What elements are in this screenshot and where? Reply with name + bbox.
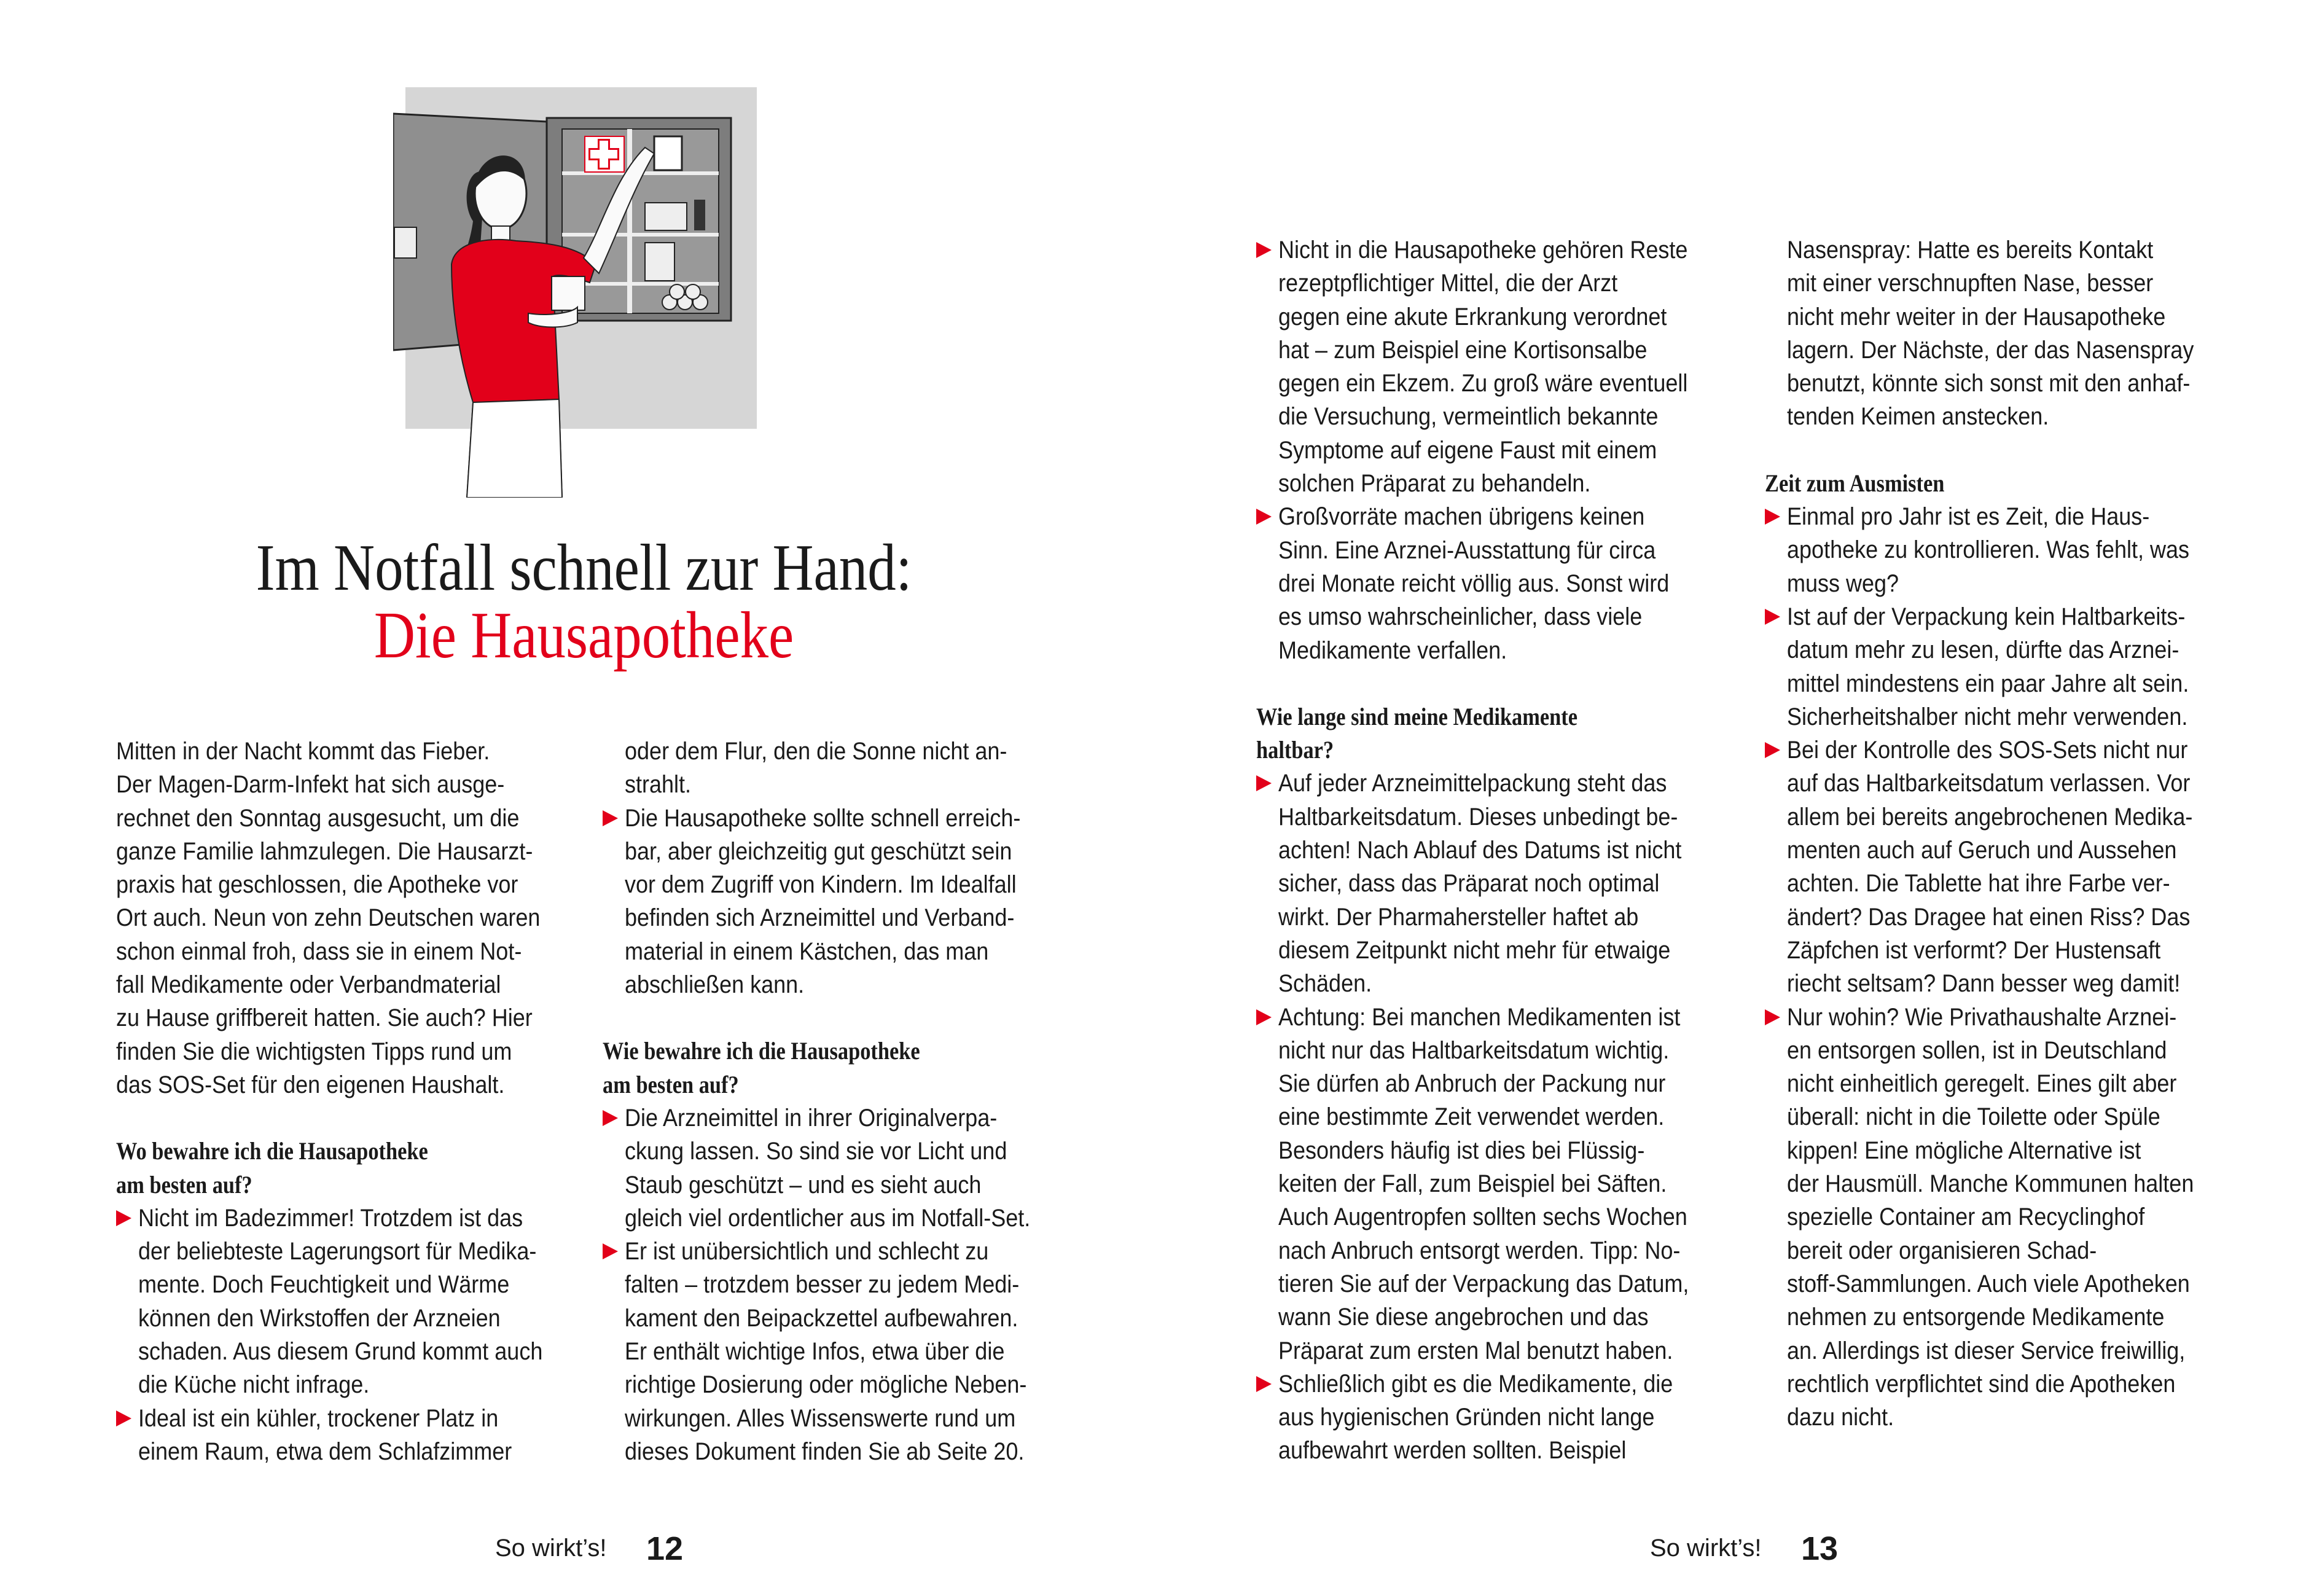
text-line: menten auch auf Geruch und Aussehen [1787, 837, 2177, 864]
first-aid-cross-icon [585, 136, 624, 172]
text-line: kippen! Eine mögliche Alternative ist [1787, 1136, 2141, 1164]
bullet-item [1256, 767, 1723, 1000]
text-line: das SOS-Set für den eigenen Haushalt. [116, 1071, 505, 1098]
bullet-item [1256, 500, 1723, 667]
text-line: bereit oder organisieren Schad- [1787, 1237, 2097, 1264]
text-line: oder dem Flur, den die Sonne nicht an- [625, 738, 1007, 765]
text-line: es umso wahrscheinlicher, dass viele [1278, 603, 1643, 631]
text-line: spezielle Container am Recyclinghof [1787, 1203, 2145, 1231]
text-line: schaden. Aus diesem Grund kommt auch [138, 1338, 543, 1366]
column-2 [603, 735, 1069, 1468]
text-line: dazu nicht. [1787, 1404, 1894, 1431]
text-line: Sie dürfen ab Anbruch der Packung nur [1278, 1070, 1666, 1098]
text-line: kament den Beipackzettel aufbewahren. [625, 1304, 1018, 1332]
text-line: riecht seltsam? Dann besser weg damit! [1787, 970, 2181, 998]
bullet-item [116, 1402, 583, 1469]
spacer [1765, 434, 2232, 467]
bullet-item [1256, 1001, 1723, 1367]
heading-line: Wo bewahre ich die Hausapotheke [116, 1137, 428, 1165]
text-line: material in einem Kästchen, das man [625, 937, 989, 965]
column-3 [1256, 233, 1723, 1468]
text-line: nicht mehr weiter in der Hausapotheke [1787, 303, 2166, 331]
text-line: Achtung: Bei manchen Medikamenten ist [1278, 1003, 1681, 1031]
page-subtitle: Die Hausapotheke [373, 599, 794, 672]
text-line: praxis hat geschlossen, die Apotheke vor [116, 871, 518, 899]
text-line: können den Wirkstoffen der Arzneien [138, 1304, 501, 1332]
heading-line: haltbar? [1256, 736, 1334, 764]
page-number: 12 [646, 1530, 684, 1567]
text-line: ganze Familie lahmzulegen. Die Hausarzt- [116, 837, 533, 865]
text-line: abschließen kann. [625, 971, 805, 999]
bullet-triangle-icon [1765, 1009, 1780, 1025]
text-line: bar, aber gleichzeitig gut geschützt sein [625, 837, 1012, 865]
bullet-triangle-icon [116, 1410, 131, 1426]
bullet-item [603, 802, 1069, 1002]
text-line: an. Allerdings ist dieser Service freiwillig, [1787, 1337, 2186, 1364]
text-line: nicht nur das Haltbarkeitsdatum wichtig. [1278, 1036, 1670, 1064]
text-line: gegen ein Ekzem. Zu groß wäre eventuell [1278, 370, 1688, 397]
heading-line: Wie bewahre ich die Hausapotheke [603, 1037, 920, 1065]
text-line: einem Raum, etwa dem Schlafzimmer [138, 1438, 512, 1465]
bullet-item [603, 735, 1069, 802]
text-line: solchen Präparat zu behandeln. [1278, 470, 1591, 498]
heading-line: Zeit zum Ausmisten [1765, 469, 1945, 497]
text-line: drei Monate reicht völlig aus. Sonst wird [1278, 569, 1670, 597]
text-line: stoff-Sammlungen. Auch viele Apotheken [1787, 1270, 2190, 1297]
bullet-item [603, 1101, 1069, 1235]
footer-label: So wirkt’s! [495, 1535, 607, 1562]
text-line: mittel mindestens ein paar Jahre alt sein. [1787, 670, 2189, 697]
text-line: achten. Die Tablette hat ihre Farbe ver- [1787, 870, 2170, 898]
text-line: auf das Haltbarkeitsdatum verlassen. Vor [1787, 770, 2191, 797]
text-line: Nur wohin? Wie Privathaushalte Arznei- [1787, 1003, 2177, 1031]
footer-label: So wirkt’s! [1650, 1535, 1762, 1562]
spacer [116, 1101, 583, 1135]
bullet-item [116, 1202, 583, 1402]
text-line: muss weg? [1787, 569, 1899, 597]
text-line: der beliebteste Lagerungsort für Medika- [138, 1238, 537, 1265]
text-line: wirkungen. Alles Wissenswerte rund um [625, 1404, 1016, 1432]
text-line: Nasenspray: Hatte es bereits Kontakt [1787, 237, 2154, 264]
text-line: tieren Sie auf der Verpackung das Datum, [1278, 1270, 1689, 1297]
text-line: Schäden. [1278, 970, 1372, 998]
text-line: vor dem Zugriff von Kindern. Im Idealfall [625, 871, 1017, 899]
spacer [1256, 667, 1723, 700]
text-line: die Versuchung, vermeintlich bekannte [1278, 403, 1659, 431]
text-line: benutzt, könnte sich sonst mit den anhaf- [1787, 370, 2191, 397]
bullet-item [1765, 233, 2232, 434]
text-line: richtige Dosierung oder mögliche Neben- [625, 1371, 1027, 1399]
text-line: Sinn. Eine Arznei-Ausstattung für circa [1278, 536, 1656, 564]
text-line: nehmen zu entsorgende Medikamente [1787, 1304, 2165, 1331]
text-line: Ideal ist ein kühler, trockener Platz in [138, 1404, 499, 1432]
bullet-triangle-icon [603, 1243, 618, 1259]
section-heading [116, 1135, 583, 1202]
text-line: rechtlich verpflichtet sind die Apotheken [1787, 1370, 2176, 1398]
text-line: der Hausmüll. Manche Kommunen halten [1787, 1170, 2194, 1198]
text-line: apotheke zu kontrollieren. Was fehlt, was [1787, 536, 2190, 564]
text-line: datum mehr zu lesen, dürfte das Arznei- [1787, 636, 2179, 664]
text-line: achten! Nach Ablauf des Datums ist nicht [1278, 837, 1682, 864]
text-line: Nicht in die Hausapotheke gehören Reste [1278, 237, 1688, 264]
page-number: 13 [1801, 1530, 1839, 1567]
text-line: nach Anbruch entsorgt werden. Tipp: No- [1278, 1237, 1681, 1264]
text-line: fall Medikamente oder Verbandmaterial [116, 971, 501, 999]
bullet-item [1765, 500, 2232, 600]
text-line: falten – trotzdem besser zu jedem Medi- [625, 1271, 1020, 1299]
heading-line: am besten auf? [116, 1170, 252, 1199]
text-line: mit einer verschnupften Nase, besser [1787, 270, 2154, 297]
text-line: Die Arzneimittel in ihrer Originalverpa- [625, 1104, 998, 1132]
text-line: keiten der Fall, zum Beispiel bei Säften. [1278, 1170, 1667, 1198]
bullet-triangle-icon [1765, 609, 1780, 625]
text-line: Schließlich gibt es die Medikamente, die [1278, 1370, 1673, 1398]
text-line: nicht einheitlich geregelt. Eines gilt aber [1787, 1070, 2177, 1098]
section-heading [1765, 467, 2232, 500]
text-line: tenden Keimen anstecken. [1787, 403, 2049, 431]
text-line: Ort auch. Neun von zehn Deutschen waren [116, 904, 541, 932]
text-line: Sicherheitshalber nicht mehr verwenden. [1787, 703, 2188, 730]
bullet-item [603, 1235, 1069, 1468]
section-heading [603, 1035, 1069, 1101]
bullet-triangle-icon [603, 1110, 618, 1126]
bullet-triangle-icon [1256, 242, 1272, 258]
bullet-triangle-icon [1765, 742, 1780, 758]
text-line: Ist auf der Verpackung kein Haltbarkeits- [1787, 603, 2186, 630]
bullet-item [1765, 733, 2232, 1000]
text-line: rezeptpflichtiger Mittel, die der Arzt [1278, 270, 1618, 297]
paragraph [116, 735, 583, 1101]
illustration-medicine-cabinet [393, 80, 774, 498]
bullet-triangle-icon [1256, 1376, 1272, 1392]
text-line: sicher, dass das Präparat noch optimal [1278, 870, 1660, 898]
text-line: Auf jeder Arzneimittelpackung steht das [1278, 770, 1667, 797]
text-line: ckung lassen. So sind sie vor Licht und [625, 1138, 1007, 1165]
text-line: schon einmal froh, dass sie in einem Not- [116, 937, 522, 965]
bullet-item [1256, 1367, 1723, 1468]
text-line: mente. Doch Feuchtigkeit und Wärme [138, 1271, 510, 1299]
bullet-triangle-icon [1256, 1009, 1272, 1025]
text-line: überall: nicht in die Toilette oder Spüle [1787, 1103, 2160, 1131]
text-line: ändert? Das Dragee hat einen Riss? Das [1787, 903, 2191, 931]
heading-line: Wie lange sind meine Medikamente [1256, 702, 1577, 730]
text-line: wann Sie diese angebrochen und das [1278, 1304, 1649, 1331]
text-line: Einmal pro Jahr ist es Zeit, die Haus- [1787, 503, 2150, 531]
text-line: Zäpfchen ist verformt? Der Hustensaft [1787, 936, 2161, 964]
text-line: rechnet den Sonntag ausgesucht, um die [116, 804, 520, 832]
text-line: Staub geschützt – und es sieht auch [625, 1171, 982, 1199]
text-line: gleich viel ordentlicher aus im Notfall-Set. [625, 1204, 1031, 1232]
column-4 [1765, 233, 2232, 1434]
text-line: en entsorgen sollen, ist in Deutschland [1787, 1036, 2167, 1064]
text-line: die Küche nicht infrage. [138, 1371, 370, 1399]
text-line: finden Sie die wichtigsten Tipps rund um [116, 1038, 512, 1065]
text-line: aufbewahrt werden sollten. Beispiel [1278, 1437, 1627, 1465]
text-line: strahlt. [625, 771, 692, 799]
bullet-triangle-icon [116, 1210, 131, 1226]
page-title: Im Notfall schnell zur Hand: [256, 531, 912, 604]
text-line: diesem Zeitpunkt nicht mehr für etwaige [1278, 936, 1671, 964]
spacer [603, 1001, 1069, 1035]
bullet-item [1765, 600, 2232, 733]
text-line: Mitten in der Nacht kommt das Fieber. [116, 738, 490, 765]
text-line: Besonders häufig ist dies bei Flüssig- [1278, 1136, 1645, 1164]
bullet-triangle-icon [1256, 775, 1272, 791]
bullet-item [1765, 1001, 2232, 1434]
text-line: Der Magen-Darm-Infekt hat sich ausge- [116, 771, 505, 799]
text-line: eine bestimmte Zeit verwendet werden. [1278, 1103, 1665, 1131]
text-line: hat – zum Beispiel eine Kortisonsalbe [1278, 336, 1648, 364]
text-line: befinden sich Arzneimittel und Verband- [625, 904, 1015, 932]
text-line: Präparat zum ersten Mal benutzt haben. [1278, 1337, 1673, 1364]
text-line: wirkt. Der Pharmahersteller haftet ab [1278, 903, 1639, 931]
text-line: Medikamente verfallen. [1278, 636, 1507, 664]
bullet-triangle-icon [603, 810, 618, 826]
column-1 [116, 735, 583, 1468]
bullet-item [1256, 233, 1723, 500]
text-line: allem bei bereits angebrochenen Medika- [1787, 803, 2193, 831]
section-heading [1256, 700, 1723, 767]
text-line: lagern. Der Nächste, der das Nasenspray [1787, 336, 2194, 364]
text-line: Er ist unübersichtlich und schlecht zu [625, 1238, 989, 1265]
text-line: Bei der Kontrolle des SOS-Sets nicht nur [1787, 737, 2188, 764]
text-line: Auch Augentropfen sollten sechs Wochen [1278, 1203, 1687, 1231]
text-line: Symptome auf eigene Faust mit einem [1278, 436, 1657, 464]
text-line: Haltbarkeitsdatum. Dieses unbedingt be- [1278, 803, 1678, 831]
text-line: zu Hause griffbereit hatten. Sie auch? Hier [116, 1004, 533, 1032]
heading-line: am besten auf? [603, 1070, 739, 1098]
text-line: gegen eine akute Erkrankung verordnet [1278, 303, 1667, 331]
bullet-triangle-icon [1256, 509, 1272, 525]
text-line: Großvorräte machen übrigens keinen [1278, 503, 1645, 531]
text-line: aus hygienischen Gründen nicht lange [1278, 1404, 1655, 1431]
text-line: Die Hausapotheke sollte schnell erreich- [625, 804, 1021, 832]
text-line: dieses Dokument finden Sie ab Seite 20. [625, 1438, 1025, 1465]
bullet-triangle-icon [1765, 509, 1780, 525]
text-line: Er enthält wichtige Infos, etwa über die [625, 1338, 1005, 1366]
text-line: Nicht im Badezimmer! Trotzdem ist das [138, 1204, 523, 1232]
